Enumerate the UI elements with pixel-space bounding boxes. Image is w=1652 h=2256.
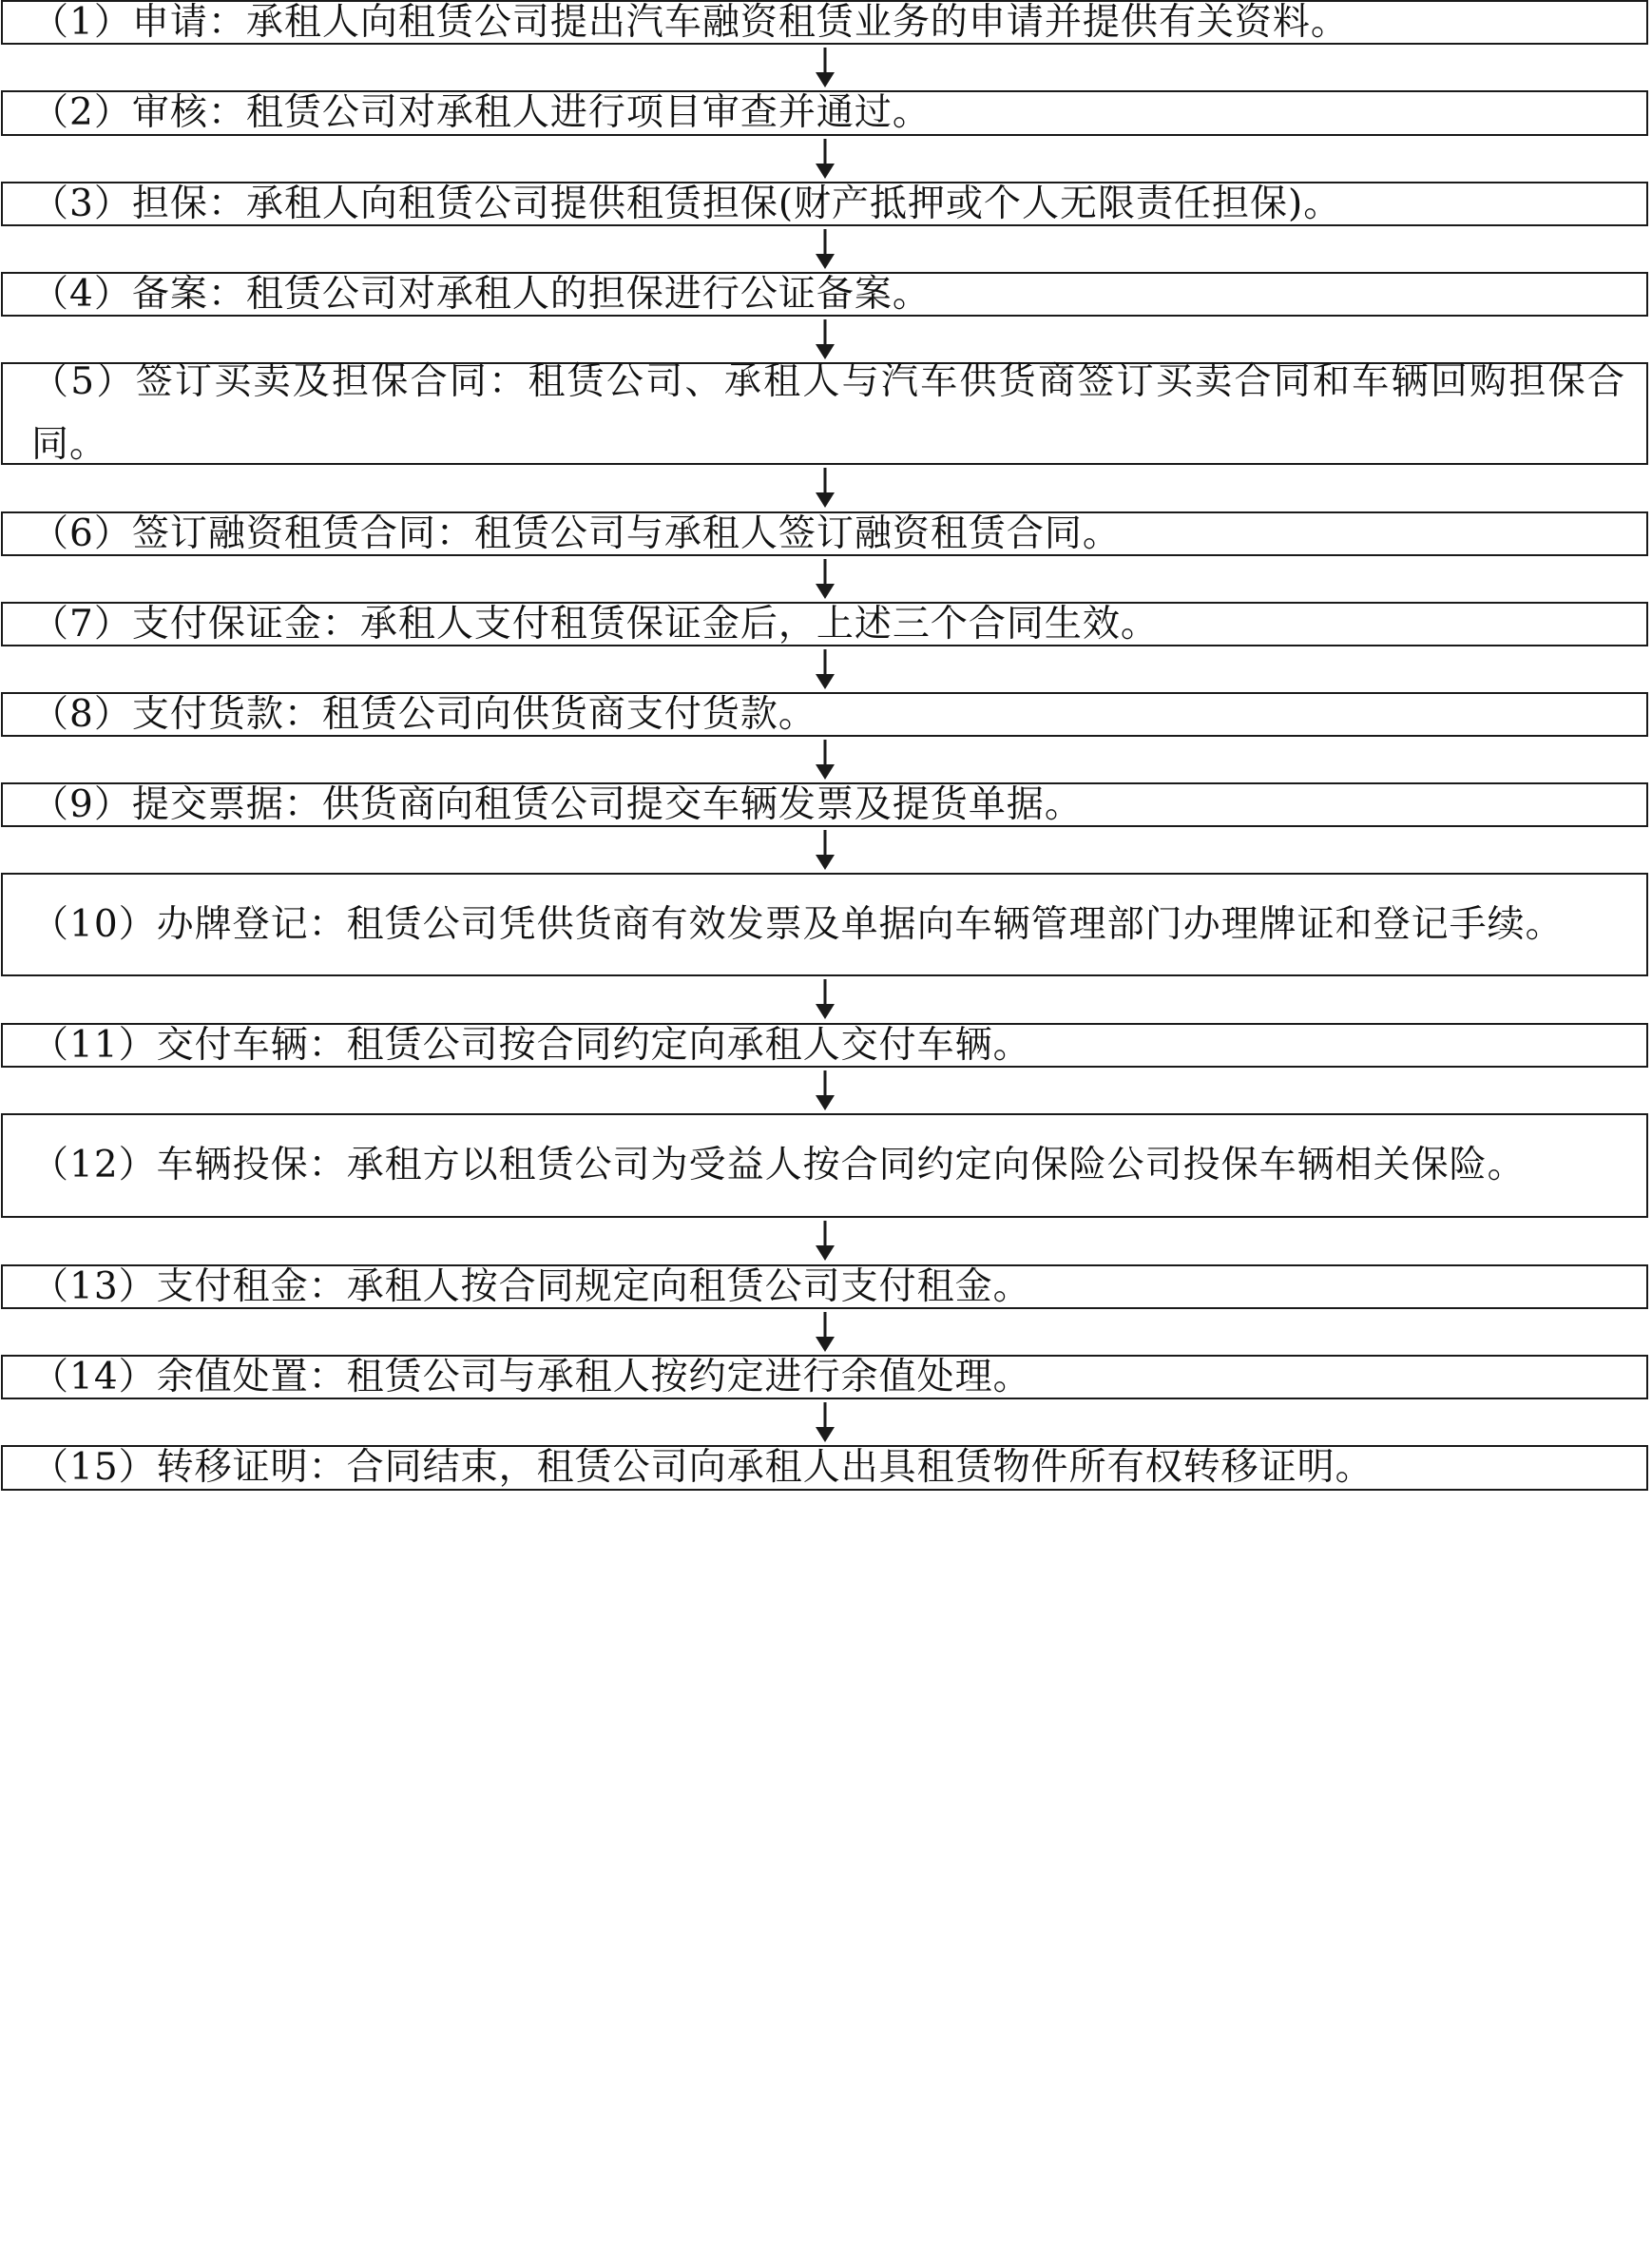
step-description: 担保：承租人向租赁公司提供租赁担保(财产抵押或个人无限责任担保)。 [131, 182, 1342, 225]
step-box-8 [1, 692, 1648, 737]
step-box-5 [1, 362, 1648, 465]
step-text-2 [31, 82, 1625, 145]
step-number: （1） [31, 0, 132, 44]
step-text-3 [31, 173, 1625, 236]
step-description: 审核：租赁公司对承租人进行项目审查并通过。 [131, 91, 931, 134]
step-text-12 [31, 1134, 1625, 1197]
step-box-12 [1, 1113, 1648, 1218]
step-box-10 [1, 873, 1648, 976]
step-description: 交付车辆：租赁公司按合同约定向承租人交付车辆。 [156, 1023, 1031, 1067]
step-description: 余值处置：租赁公司与承租人按约定进行余值处理。 [156, 1355, 1031, 1398]
step-description: 签订融资租赁合同：租赁公司与承租人签订融资租赁合同。 [131, 511, 1121, 555]
step-number: （12） [31, 1144, 157, 1186]
arrow-down-icon [814, 828, 836, 872]
step-number: （4） [31, 272, 132, 316]
step-number: （9） [31, 782, 132, 826]
step-number: （2） [31, 91, 132, 134]
step-description: 车辆投保：承租方以租赁公司为受益人按合同约定向保险公司投保车辆相关保险。 [156, 1144, 1526, 1186]
step-text-4 [31, 263, 1625, 326]
step-text-8 [31, 684, 1625, 746]
step-description: 转移证明：合同结束，租赁公司向承租人出具租赁物件所有权转移证明。 [156, 1446, 1373, 1489]
step-box-11 [1, 1023, 1648, 1068]
step-number: （15） [31, 1446, 157, 1489]
step-text-14 [31, 1346, 1625, 1409]
step-number: （5） [31, 360, 136, 403]
step-box-9 [1, 782, 1648, 827]
step-description: 支付货款：租赁公司向供货商支付货款。 [131, 692, 816, 736]
step-number: （8） [31, 692, 132, 736]
step-box-6 [1, 511, 1648, 556]
step-number: （10） [31, 902, 157, 946]
step-description: 提交票据：供货商向租赁公司提交车辆发票及提货单据。 [131, 782, 1083, 826]
step-description: 支付租金：承租人按合同规定向租赁公司支付租金。 [156, 1264, 1031, 1308]
step-number: （11） [31, 1023, 157, 1067]
step-text-15 [31, 1437, 1625, 1499]
arrow-down-icon [814, 1069, 836, 1112]
step-number: （13） [31, 1264, 157, 1308]
step-box-7 [1, 602, 1648, 646]
step-description: 签订买卖及担保合同：租赁公司、承租人与汽车供货商签订买卖合同和车辆回购担保合同。 [31, 360, 1625, 466]
step-number: （14） [31, 1355, 157, 1398]
step-description: 支付保证金：承租人支付租赁保证金后，上述三个合同生效。 [131, 602, 1159, 646]
step-box-1 [1, 0, 1648, 45]
step-box-3 [1, 182, 1648, 226]
step-number: （7） [31, 602, 132, 646]
step-box-2 [1, 90, 1648, 136]
step-box-15 [1, 1445, 1648, 1491]
step-number: （3） [31, 182, 132, 225]
step-box-4 [1, 272, 1648, 317]
step-description: 申请：承租人向租赁公司提出汽车融资租赁业务的申请并提供有关资料。 [131, 0, 1349, 44]
step-box-14 [1, 1355, 1648, 1399]
step-description: 备案：租赁公司对承租人的担保进行公证备案。 [131, 272, 931, 316]
step-box-13 [1, 1264, 1648, 1309]
step-number: （6） [31, 511, 132, 555]
step-text-11 [31, 1014, 1625, 1077]
step-text-9 [31, 774, 1625, 837]
step-text-7 [31, 593, 1625, 656]
step-text-10 [31, 894, 1625, 956]
step-description: 办牌登记：租赁公司凭供货商有效发票及单据向车辆管理部门办理牌证和登记手续。 [156, 902, 1564, 946]
step-text-5 [31, 351, 1625, 476]
step-text-6 [31, 503, 1625, 566]
step-text-13 [31, 1256, 1625, 1319]
